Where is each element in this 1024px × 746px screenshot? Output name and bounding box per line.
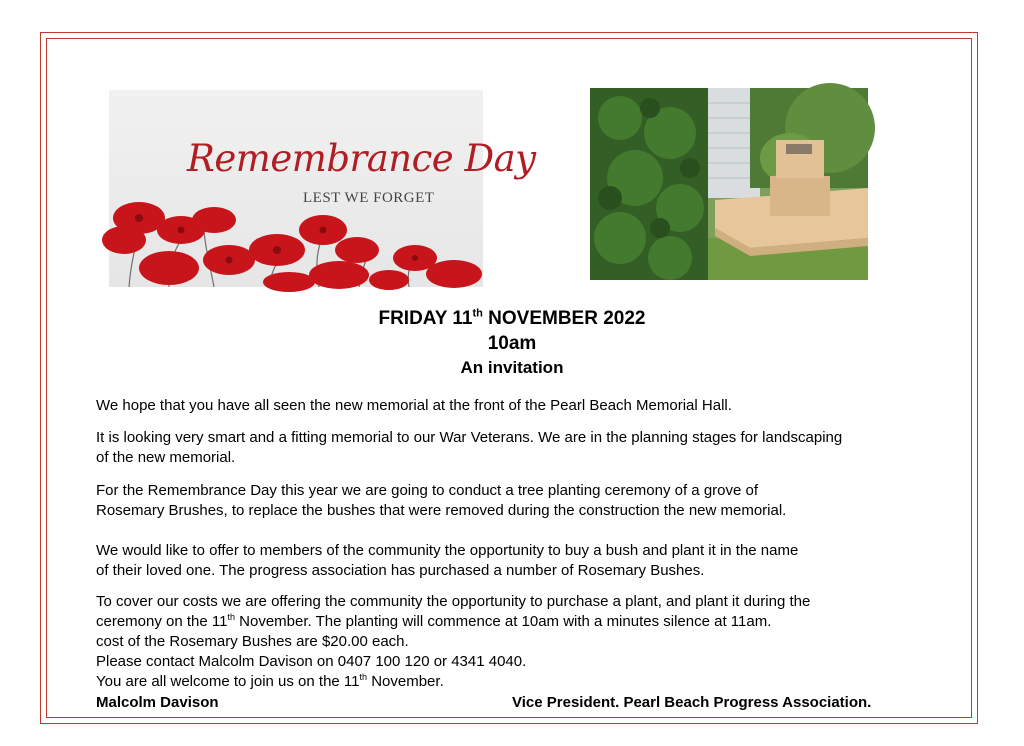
- event-date-heading: FRIDAY 11th NOVEMBER 2022: [378, 307, 646, 329]
- event-time-heading: 10am: [487, 333, 537, 354]
- paragraph-offer: We would like to offer to members of the community the opportunity to buy a bush and plant it in the name of their loved one. The progress association has purchased a number of Rosemary Bushes.: [96, 542, 799, 579]
- banner-title: Remembrance Day: [187, 137, 536, 180]
- banner-subtitle: LEST WE FORGET: [303, 190, 435, 206]
- signature-name: Malcolm Davison: [96, 694, 219, 711]
- paragraph-landscaping: It is looking very smart and a fitting memorial to our War Veterans. We are in the planning stages for landscaping of the new memorial.: [96, 429, 843, 466]
- signature-role: Vice President. Pearl Beach Progress Association.: [512, 694, 872, 711]
- memorial-photo: [590, 88, 868, 280]
- paragraph-costs: To cover our costs we are offering the community the opportunity to purchase a plant, and plant it during the ceremony on the 11th November. The planting will commence at 10am with a minutes silence at 11am. cost of the Rosemary Bushes are $20.00 each. Please contact Malcolm Davison on 0407 100 120 or 4341 4040. You are all welcome to join us on the 11th November.: [96, 593, 811, 690]
- memorial-photo-illustration: [590, 88, 868, 280]
- poppies-illustration: [109, 90, 536, 287]
- paragraph-ceremony: For the Remembrance Day this year we are going to conduct a tree planting ceremony of a grove of Rosemary Brushes, to replace the bushes that were removed during the construction the new memorial.: [96, 482, 787, 519]
- paragraph-memorial: We hope that you have all seen the new memorial at the front of the Pearl Beach Memorial Hall.: [96, 397, 732, 414]
- remembrance-banner-image: [109, 90, 536, 287]
- invitation-heading: An invitation: [460, 358, 564, 377]
